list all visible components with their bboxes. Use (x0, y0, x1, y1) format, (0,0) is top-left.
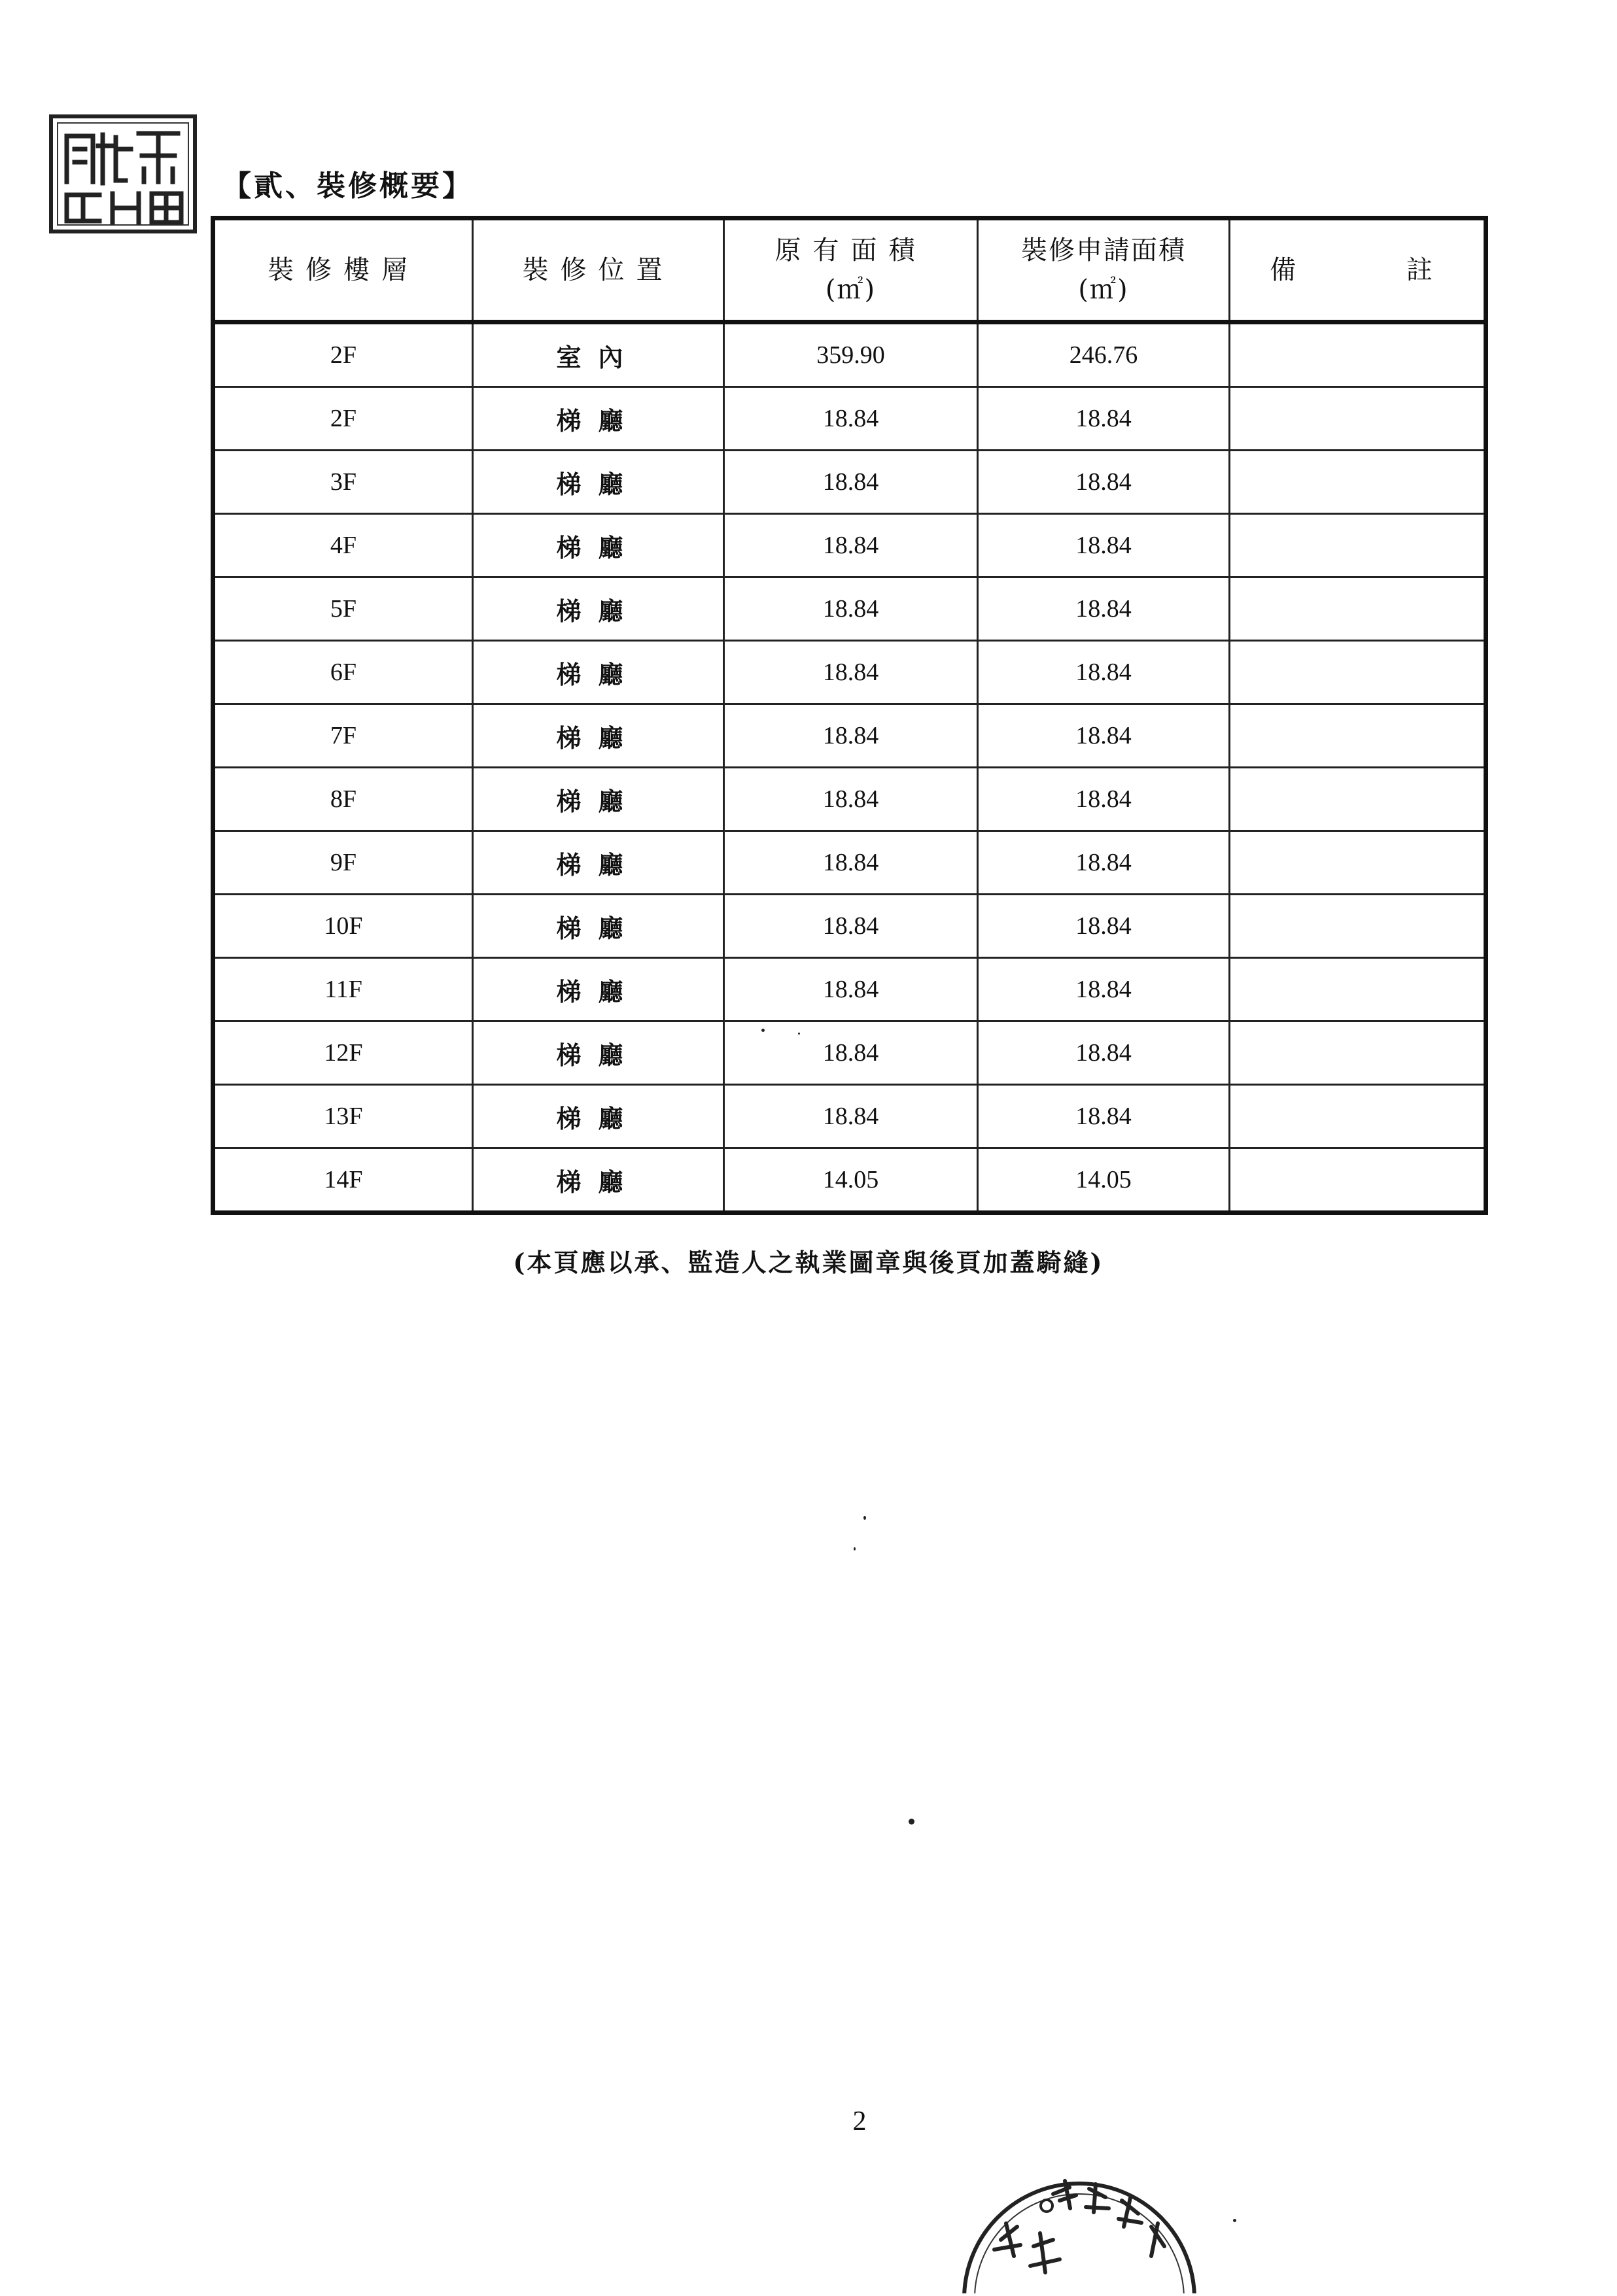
applied-area-cell: 18.84 (978, 514, 1230, 577)
remarks-cell (1230, 958, 1486, 1021)
header-original-area (724, 218, 978, 322)
applied-area-cell: 18.84 (978, 641, 1230, 704)
location-cell: 梯廳 (473, 895, 724, 958)
applied-area-cell: 246.76 (978, 322, 1230, 387)
original-area-cell: 18.84 (724, 1021, 978, 1085)
table-row (213, 387, 1486, 451)
remarks-cell (1230, 1021, 1486, 1085)
original-area-cell: 18.84 (724, 641, 978, 704)
table-row (213, 704, 1486, 768)
original-area-cell: 18.84 (724, 831, 978, 895)
header-applied-area (978, 218, 1230, 322)
original-area-cell: 18.84 (724, 768, 978, 831)
floor-cell: 11F (213, 958, 473, 1021)
original-area-cell: 18.84 (724, 514, 978, 577)
table-row (213, 641, 1486, 704)
remarks-cell (1230, 831, 1486, 895)
remarks-cell (1230, 1085, 1486, 1148)
table-row (213, 514, 1486, 577)
floor-cell: 14F (213, 1148, 473, 1213)
remarks-cell (1230, 577, 1486, 641)
header-remarks: 備 註 (1230, 218, 1486, 322)
floor-cell: 4F (213, 514, 473, 577)
location-cell: 梯廳 (473, 1021, 724, 1085)
location-cell: 梯廳 (473, 768, 724, 831)
location-cell: 梯廳 (473, 1085, 724, 1148)
header-applied-area-label: 裝修申請面積 (1021, 235, 1186, 266)
table-row (213, 768, 1486, 831)
location-cell: 梯廳 (473, 831, 724, 895)
applied-area-cell: 18.84 (978, 387, 1230, 451)
applied-area-cell: 14.05 (978, 1148, 1230, 1213)
original-area-cell: 359.90 (724, 322, 978, 387)
location-cell: 梯廳 (473, 1148, 724, 1213)
location-cell: 梯廳 (473, 704, 724, 768)
floor-cell: 2F (213, 387, 473, 451)
original-area-cell: 18.84 (724, 387, 978, 451)
header-original-area-label: 原有面積 (774, 235, 927, 266)
floor-cell: 9F (213, 831, 473, 895)
floor-cell: 8F (213, 768, 473, 831)
header-original-area-unit: (㎡) (825, 275, 877, 305)
original-area-cell: 18.84 (724, 577, 978, 641)
table-row (213, 895, 1486, 958)
applied-area-cell: 18.84 (978, 577, 1230, 641)
table-row (213, 577, 1486, 641)
applied-area-cell: 18.84 (978, 704, 1230, 768)
table-row (213, 1085, 1486, 1148)
location-cell: 梯廳 (473, 641, 724, 704)
header-location: 裝修位置 (473, 218, 724, 322)
applied-area-cell: 18.84 (978, 895, 1230, 958)
remarks-cell (1230, 451, 1486, 514)
table-row (213, 1148, 1486, 1213)
location-cell: 梯廳 (473, 451, 724, 514)
renovation-summary-table (211, 216, 1488, 1215)
remarks-cell (1230, 322, 1486, 387)
section-title: 【貳、裝修概要】 (222, 169, 474, 203)
remarks-cell (1230, 387, 1486, 451)
table-row (213, 1021, 1486, 1085)
floor-cell: 10F (213, 895, 473, 958)
applied-area-cell: 18.84 (978, 1085, 1230, 1148)
applied-area-cell: 18.84 (978, 831, 1230, 895)
remarks-cell (1230, 895, 1486, 958)
original-area-cell: 18.84 (724, 1085, 978, 1148)
header-applied-area-unit: (㎡) (1078, 275, 1129, 305)
remarks-cell (1230, 641, 1486, 704)
seal-stamp-bottom (955, 2135, 1204, 2293)
header-floor: 裝修樓層 (213, 218, 473, 322)
table-header-row (213, 218, 1486, 322)
applied-area-cell: 18.84 (978, 958, 1230, 1021)
table-row (213, 958, 1486, 1021)
footnote: (本頁應以承、監造人之執業圖章與後頁加蓋騎縫) (513, 1248, 1104, 1277)
page-number: 2 (852, 2106, 867, 2136)
table-row (213, 831, 1486, 895)
original-area-cell: 18.84 (724, 451, 978, 514)
location-cell: 梯廳 (473, 577, 724, 641)
seal-stamp-topleft (47, 110, 199, 238)
floor-cell: 6F (213, 641, 473, 704)
table-row (213, 322, 1486, 387)
original-area-cell: 18.84 (724, 958, 978, 1021)
floor-cell: 5F (213, 577, 473, 641)
location-cell: 梯廳 (473, 958, 724, 1021)
location-cell: 梯廳 (473, 514, 724, 577)
applied-area-cell: 18.84 (978, 768, 1230, 831)
remarks-cell (1230, 1148, 1486, 1213)
original-area-cell: 18.84 (724, 704, 978, 768)
table-row (213, 451, 1486, 514)
floor-cell: 7F (213, 704, 473, 768)
remarks-cell (1230, 704, 1486, 768)
remarks-cell (1230, 768, 1486, 831)
remarks-cell (1230, 514, 1486, 577)
floor-cell: 12F (213, 1021, 473, 1085)
applied-area-cell: 18.84 (978, 451, 1230, 514)
floor-cell: 2F (213, 322, 473, 387)
location-cell: 梯廳 (473, 387, 724, 451)
original-area-cell: 14.05 (724, 1148, 978, 1213)
location-cell: 室內 (473, 322, 724, 387)
floor-cell: 3F (213, 451, 473, 514)
applied-area-cell: 18.84 (978, 1021, 1230, 1085)
original-area-cell: 18.84 (724, 895, 978, 958)
floor-cell: 13F (213, 1085, 473, 1148)
